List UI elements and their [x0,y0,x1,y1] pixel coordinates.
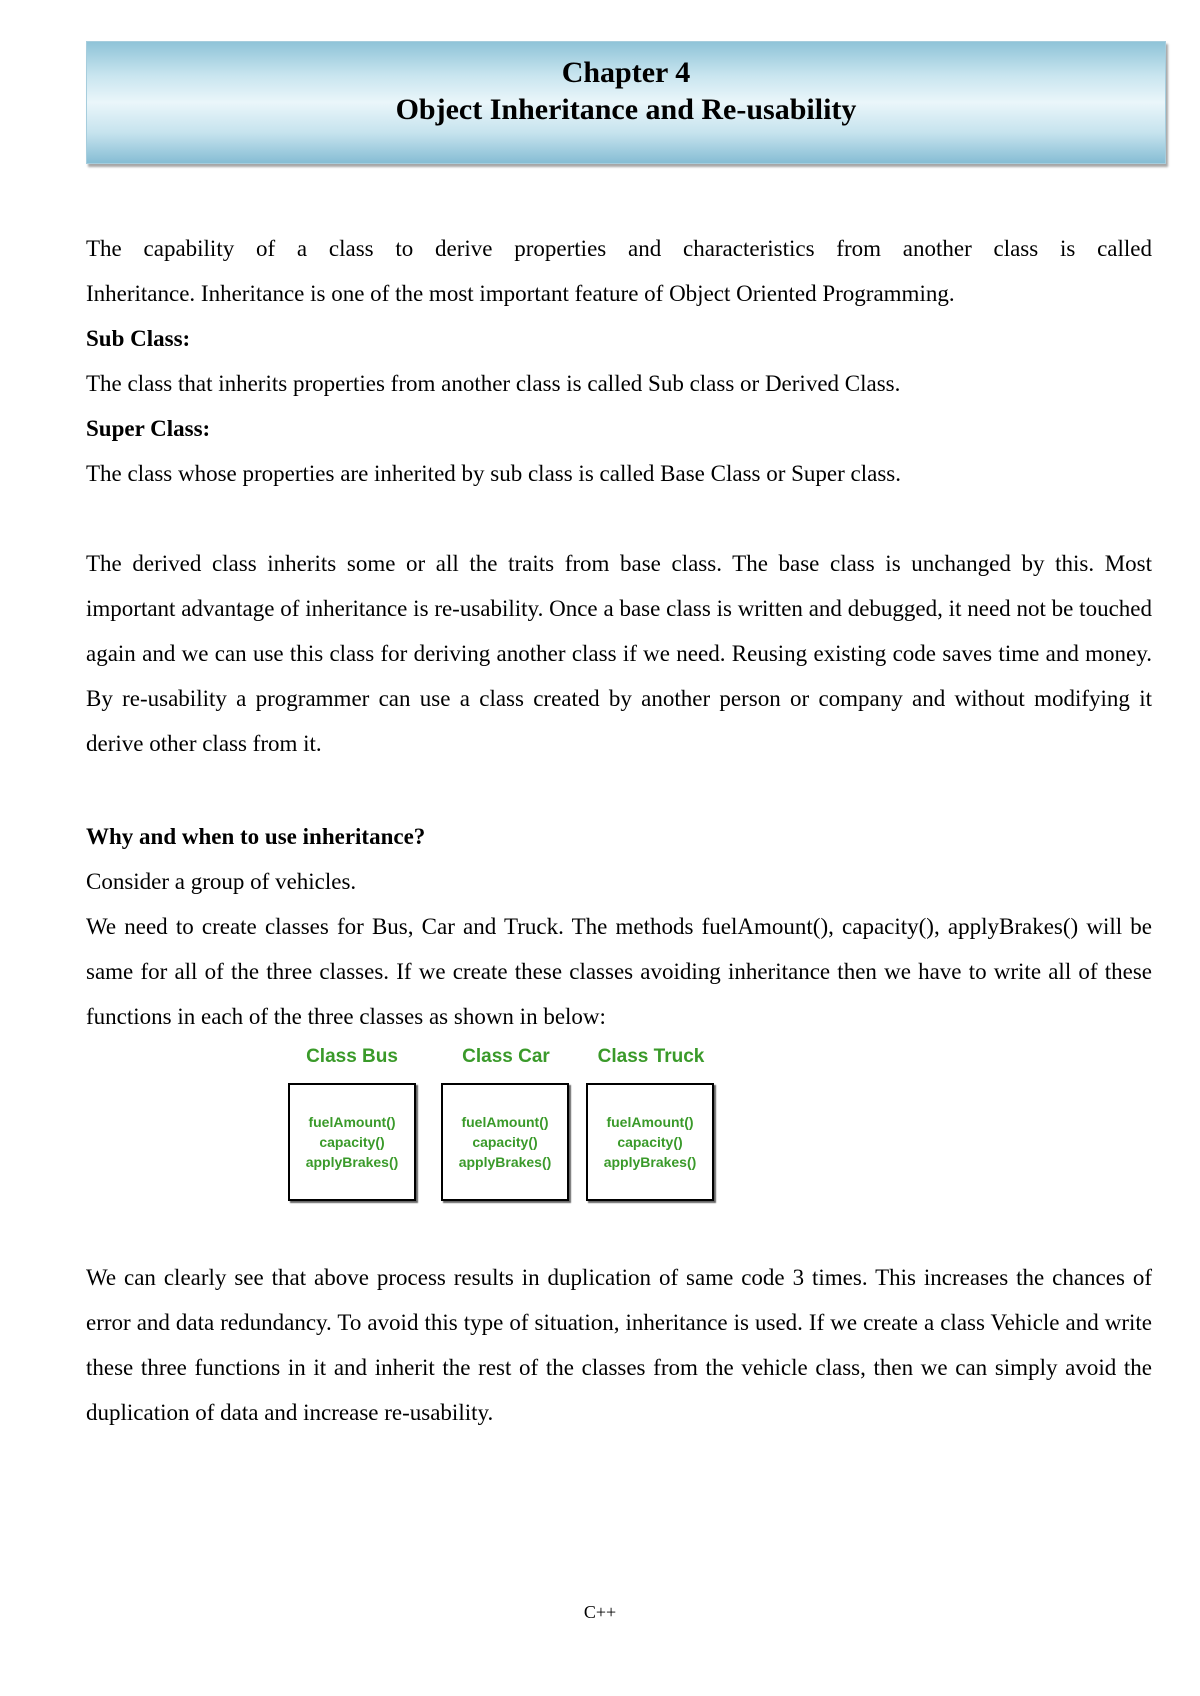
sub-class-text: The class that inherits properties from another class is called Sub class or Derived Class. [86,371,901,396]
method-label: capacity() [472,1134,538,1150]
chapter-header-banner [86,41,1166,164]
class-car-title: Class Car [462,1046,550,1067]
class-truck-box [586,1083,714,1201]
method-label: applyBrakes() [603,1154,697,1170]
chapter-title: Object Inheritance and Re-usability [395,93,857,126]
class-car-box [441,1083,569,1201]
method-label: fuelAmount() [461,1114,549,1130]
vehicle-classes-figure [86,1045,1152,1215]
why-line-1: Consider a group of vehicles. [86,869,357,894]
super-class-text: The class whose properties are inherited by sub class is called Base Class or Super class. [86,461,902,486]
method-label: applyBrakes() [305,1154,399,1170]
chapter-number: Chapter 4 [561,56,691,89]
page-content [86,226,1152,1435]
page-footer: C++ [583,1602,617,1622]
class-bus-box [288,1083,416,1201]
intro-line-1: The capability of a class to derive properties and characteristics from another class is called [86,236,1152,261]
method-label: fuelAmount() [308,1114,396,1130]
method-label: capacity() [617,1134,683,1150]
reusability-paragraph: The derived class inherits some or all the traits from base class. The base class is unchanged by this. Most important advantage of inheritance is re-usability. Once a base class is written and debugged, it need not be touched again and we can use this class for deriving another class if we need. Reusing existing code saves time and money. By re-usability a programmer can use a class created by another person or company and without modifying it derive other class from it. [86,551,1152,756]
method-label: capacity() [319,1134,385,1150]
why-paragraph: We need to create classes for Bus, Car and Truck. The methods fuelAmount(), capacity(), applyBrakes() will be same for all of the three classes. If we create these classes avoiding inheritance then we have to write all of these functions in each of the three classes as shown in below: [86,914,1152,1029]
method-label: fuelAmount() [606,1114,694,1130]
class-truck-title: Class Truck [597,1046,705,1067]
method-label: applyBrakes() [458,1154,552,1170]
intro-line-2: Inheritance. Inheritance is one of the most important feature of Object Oriented Programming. [86,281,955,306]
class-bus-title: Class Bus [306,1046,398,1067]
sub-class-heading: Sub Class: [86,326,191,351]
super-class-heading: Super Class: [86,416,211,441]
conclusion-paragraph: We can clearly see that above process results in duplication of same code 3 times. This increases the chances of error and data redundancy. To avoid this type of situation, inheritance is used. If we create a class Vehicle and write these three functions in it and inherit the rest of the classes from the vehicle class, then we can simply avoid the duplication of data and increase re-usability. [86,1265,1152,1425]
why-heading: Why and when to use inheritance? [86,824,426,849]
